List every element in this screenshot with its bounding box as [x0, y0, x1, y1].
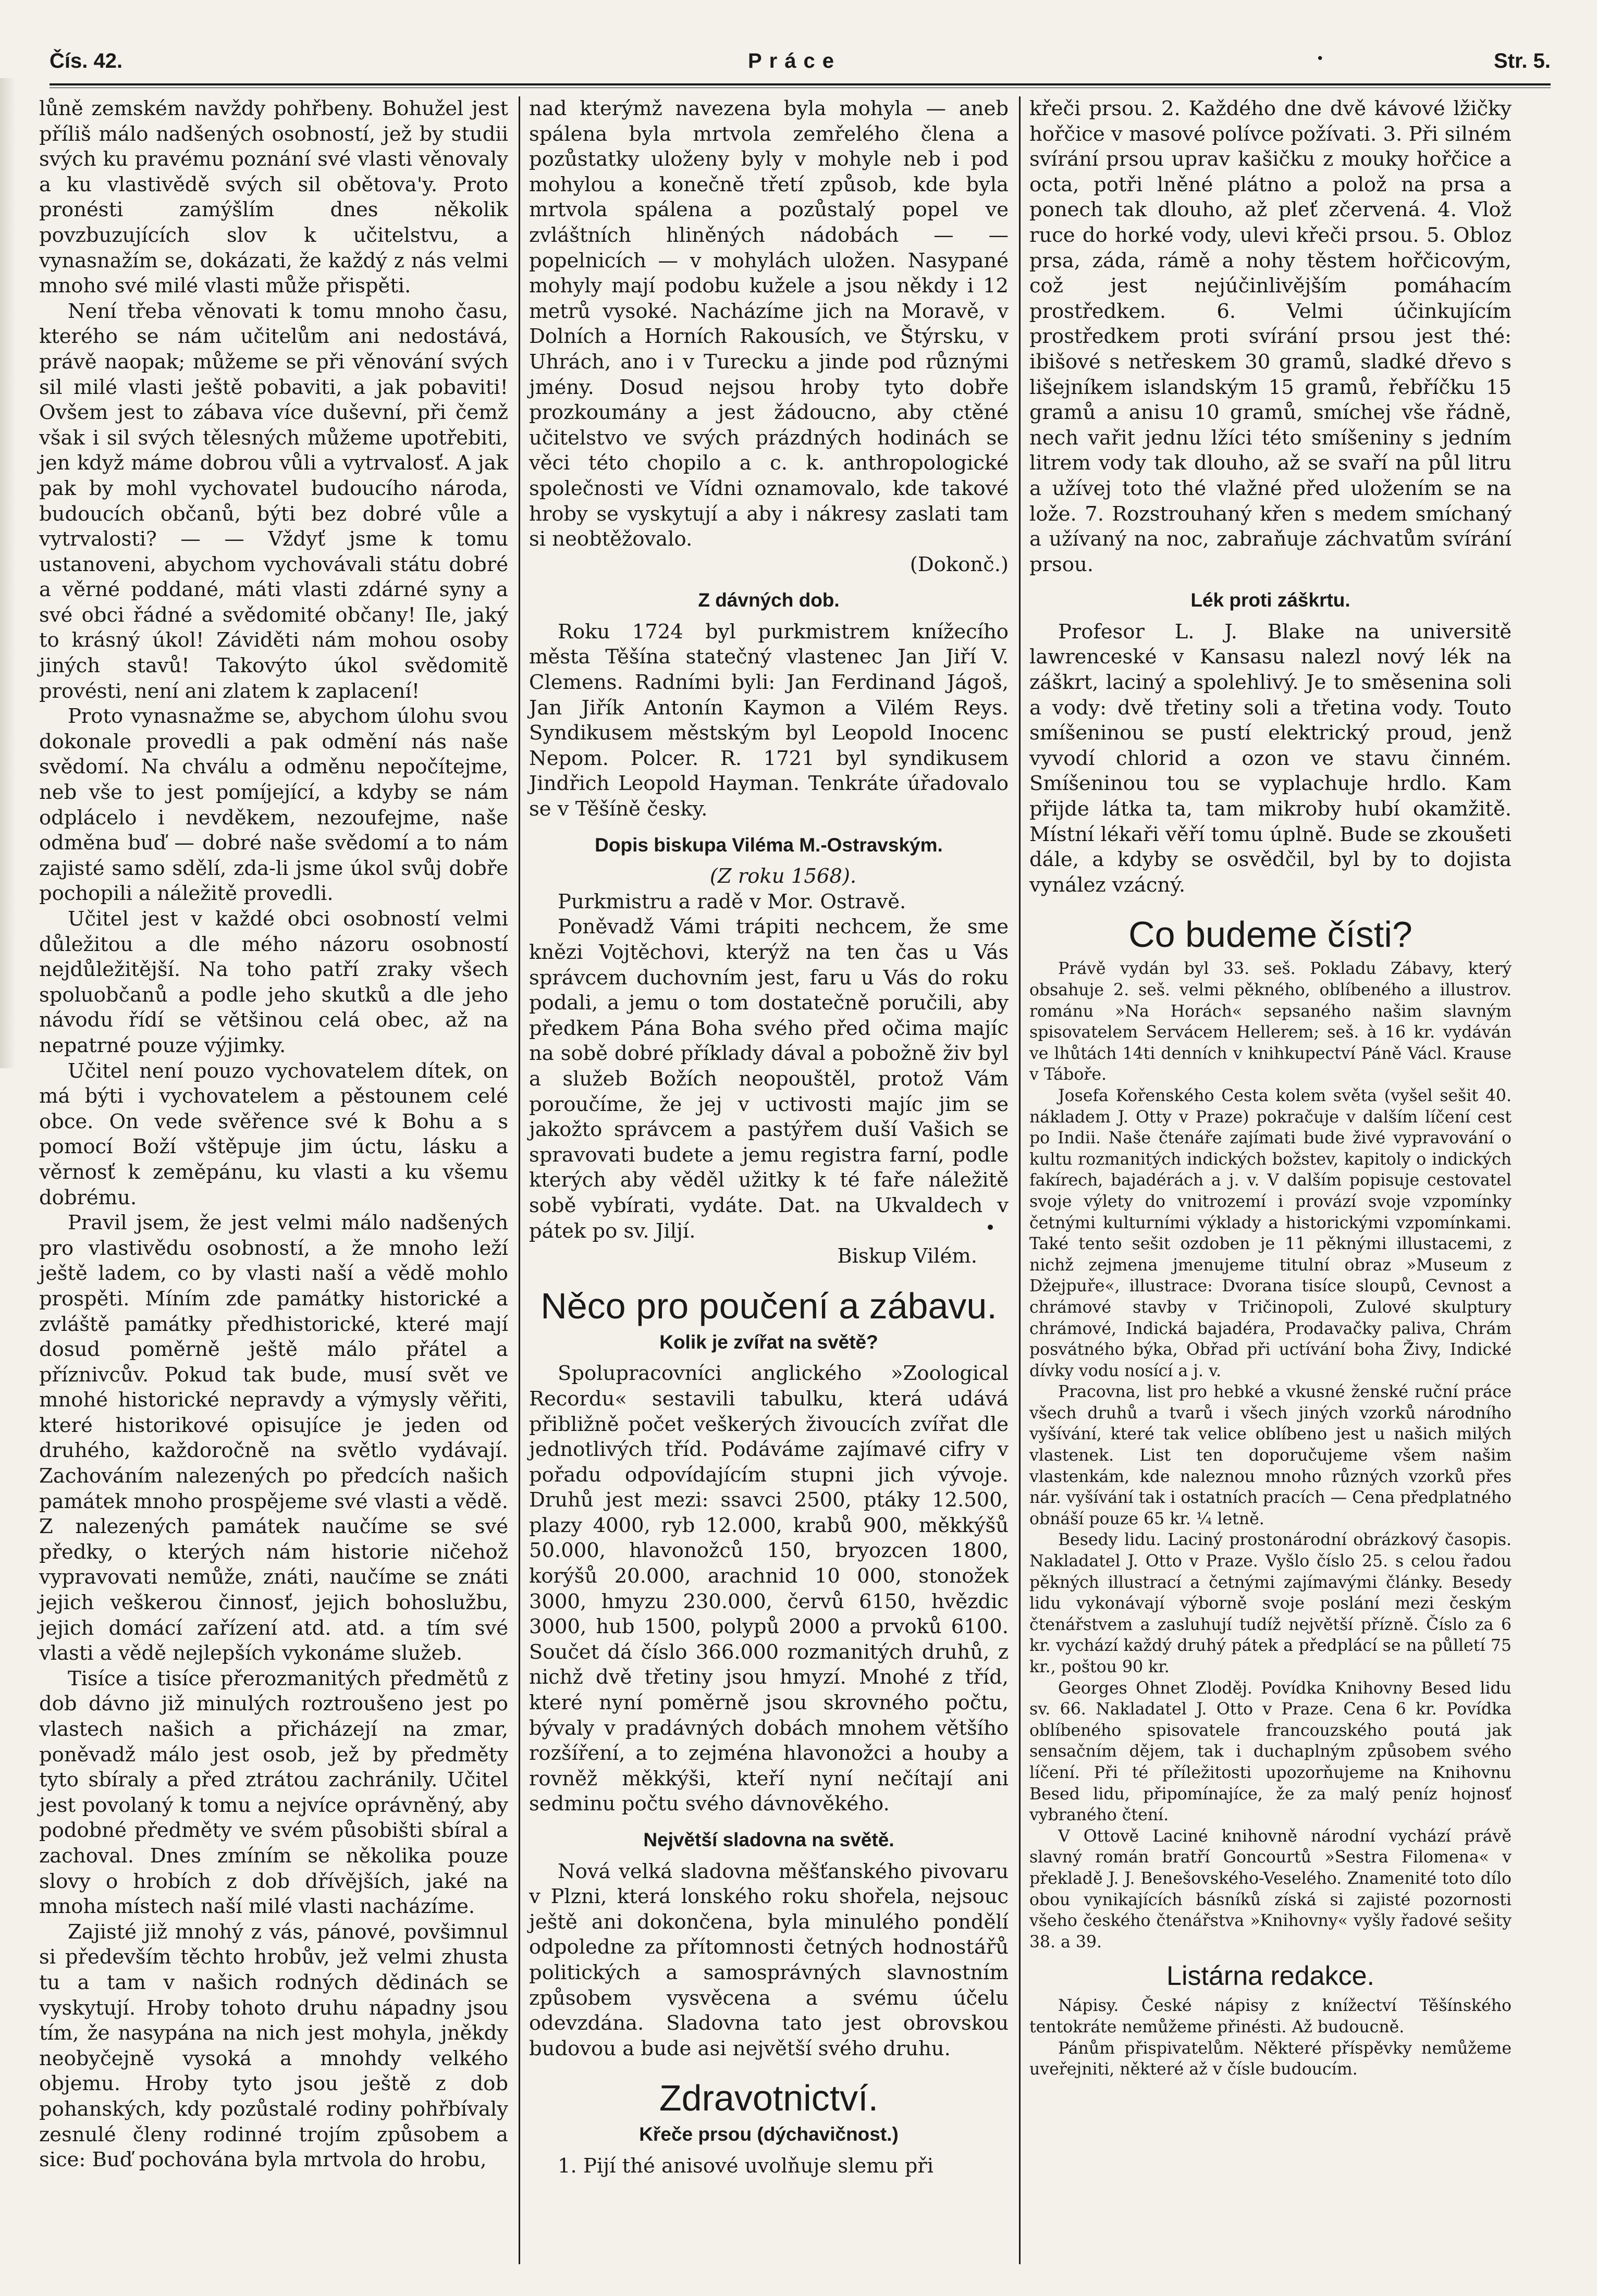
paragraph: Profesor L. J. Blake na universitě lawrenceské v Kansasu nalezl nový lék na záškrt, laciný a spolehlivý. Je to směsenina soli a vody: dvě třetiny soli a třetina vody. Touto smíšeninou se pustí elektrický proud, jenž vyvodí chlorid a ozon ve stavu činném. Smíšeninou tou se vyplachuje hrdlo. Kam přijde látka ta, tam mikroby hubí okamžitě. Místní lékaři věří tomu úplně. Bude se zkoušeti dále, a kdyby se osvědčil, byl by to dojista vynález vzácný.: [1029, 620, 1512, 897]
print-speck: [988, 1225, 993, 1230]
paragraph: Právě vydán byl 33. seš. Pokladu Zábavy, který obsahuje 2. seš. velmi pěkného, oblíbeného a illustrov. románu »Na Horách« sepsaného našim slavným spisovatelem Servácem Hellerem; seš. à 16 kr. vydáván ve lhůtách 14ti denních v knihkupectví Páně Václ. Krause v Táboře.: [1029, 959, 1512, 1084]
continuation-note: (Dokonč.): [910, 552, 1009, 576]
paragraph: lůně zemském navždy pohřbeny. Bohužel jest příliš málo nadšených osobností, jež by studii svých ku pravému poznání své vlasti věnovaly a ku vlastivědě svých sil obětova'y. Proto pronésti zamýšlím dnes několik povzbuzujících slov k učitelstvu, a vynasnažím se, dokázati, že každý z nás velmi mnoho své milé vlasti může přispěti.: [39, 97, 508, 298]
article-heading: Největší sladovna na světě.: [643, 1829, 894, 1850]
column-3: [1029, 96, 1512, 2080]
paragraph: Josefa Kořenského Cesta kolem světa (vyšel sešit 40. nákladem J. Otty v Praze) pokračuje v dalším líčení cest po Indii. Naše čtenáře zajímati bude živé vypravování o kultu rozmanitých indických božstev, kapitoly o indických fakírech, bajadérách a j. v. V dalším popisuje cestovatel svoje výlety do vnitrozemí i provází svoje vzpomínky četnými kulturními výklady a historickými vzpomínkami. Také tento sešit ozdoben je 11 pěknými illustacemi, z nichž zejmena jmenujeme titulní obraz »Museum z Džejpuře«, illustrace: Dvorana tisíce sloupů, Cevnost a chrámové stavby v Tričinopoli, Zulové skulptury chrámové, Indická bajadéra, Prodavačky paliva, Chrám posvátného býka, Obřad při uctívání boha Živy, Indické dívky vodu nosící a j. v.: [1029, 1086, 1512, 1380]
column-1: [39, 96, 508, 2173]
paragraph: křeči prsou. 2. Každého dne dvě kávové lžičky hořčice v masové polívce požívati. 3. Při silném svírání prsou uprav kašičku z mouky hořčice a octa, potři lněné plátno a polož na prsa a ponech tak dlouho, až pleť zčervená. 4. Vlož ruce do horké vody, ulevi křeči prsou. 5. Obloz prsa, záda, rámě a nohy těstem hořčicovým, což jest nejúčinlivějším pomáhacím prostředkem. 6. Velmi účinkujícím prostředkem proti svírání prsou jest thé: ibišové s netřeskem 30 gramů, sladké dřevo s lišejníkem islandským 15 gramů, řebříčku 15 gramů a anisu 10 gramů, smíchej vše řádně, nech vařit jednu lžíci této smíšeniny s jedním litrem vody tak dlouho, až se svaří na půl litru a užívej toto thé vlažné před uložením se na lože. 7. Rozstrouhaný křen s medem smíchaný a užívaný na noc, zabraňuje záchvatům svírání prsou.: [1029, 97, 1512, 576]
article-subheading: (Z roku 1568).: [709, 865, 857, 888]
article-heading: Kolik je zvířat na světě?: [659, 1331, 878, 1353]
page-edge-shadow: [0, 78, 16, 1068]
paragraph: Tisíce a tisíce přerozmanitých předmětů z dob dávno již minulých roztroušeno jest po vlastech našich a přicházejí na zmar, poněvadž málo jest osob, jež by předměty tyto sbíraly a před ztrátou zachránily. Učitel jest povolaný k tomu a nejvíce oprávněný, aby podobné předměty ve svém působišti sbíral a zachoval. Dnes zmíním se několika pouze slovy o hrobích z dob dřívějších, jaké na mnoha místech naší milé vlasti nacházíme.: [39, 1667, 508, 1919]
paragraph: Pravil jsem, že jest velmi málo nadšených pro vlastivědu osobností, a že mnoho leží ještě ladem, co by vlasti naší a vědě mohlo prospěti. Míním zde památky historické a zvláště památky předhistorické, které mají dosud poměrně ještě málo přátel a příznivcův. Pokud tak bude, musí svět ve mnohé historické nepravdy a výmysly věřiti, které historikové opisujíce je jeden od druhého, každoročně na světlo vydávají. Zachováním nalezených po předcích našich památek mnoho prospějeme své vlasti a vědě. Z nalezených památek naučíme se své předky, o kterých nám historie ničehož vypravovati nemůže, znáti, naučíme se znáti jejich veškerou činnosť, jejich bohoslužbu, jejich domácí zařízení atd. atd. a tím své vlasti a vědě nejlepších vykonáme služeb.: [39, 1211, 508, 1665]
page-number: Str. 5.: [1494, 50, 1551, 72]
header-dot: •: [1316, 51, 1324, 67]
paragraph: Zajisté již mnohý z vás, pánové, povšimnul si především těchto hrobův, jež velmi zhusta tu a tam v našich rodných dědinách se vyskytují. Hroby tohoto druhu nápadny jsou tím, že nasypána na nich jest mohyla, jněkdy neobyčejně vysoká a mnohdy velkého objemu. Hroby tyto jsou ještě z dob pohanských, kdy pozůstalé rodiny pohřbívaly zesnulé členy rodinné trojím způsobem a sice: Buď pochována byla mrtvola do hrobu,: [39, 1920, 508, 2172]
section-heading: Listárna redakce.: [1166, 1961, 1374, 1992]
section-heading: Něco pro poučení a zábavu.: [540, 1285, 997, 1326]
column-2: [529, 96, 1009, 2179]
paragraph: nad kterýmž navezena byla mohyla — aneb spálena byla mrtvola zemřelého člena a pozůstatky uloženy byly v mohyle neb i pod mohylou a konečně třetí způsob, kde byla mrtvola spálena a pozůstalý popel ve zvláštních hliněných nádobách — — popelnicích — v mohylách uložen. Nasypané mohyly mají podobu kužele a jsou někdy i 12 metrů vysoké. Nacházíme jich na Moravě, v Dolních a Horních Rakousích, ve Štýrsku, v Uhrách, ano i v Turecku a jinde pod různými jmény. Dosud nejsou hroby tyto dobře prozkoumány a jest žádoucno, aby ctěné učitelstvo ve svých prázdných hodinách se věci této chopilo a c. k. anthropologické společnosti ve Vídni oznamovalo, kde takové hroby se vyskytují a aby i nákresy zaslati tam si neobtěžovalo.: [529, 97, 1009, 551]
paragraph: Nová velká sladovna měšťanského pivovaru v Plzni, která lonského roku shořela, nejsouc ještě ani dokončena, byla minulého pondělí odpoledne za přítomnosti četných hodnostářů politických a samosprávných slavnostním způsobem vysvěcena a svému účelu odevzdána. Sladovna tato jest obrovskou budovou a bude asi největší svého druhu.: [529, 1859, 1009, 2060]
paragraph: Pánům přispivatelům. Některé příspěvky nemůžeme uveřejniti, některé až v čísle budoucím.: [1029, 2039, 1512, 2079]
article-heading: Lék proti záškrtu.: [1190, 589, 1350, 611]
article-heading: Dopis biskupa Viléma M.-Ostravským.: [595, 834, 943, 856]
section-heading: Co budeme čísti?: [1128, 914, 1412, 955]
paragraph: Učitel není pouzo vychovatelem dítek, on má býti i vychovatelem a pěstounem celé obce. On vede svěřence své k Bohu a s pomocí Boží vštěpuje jim úctu, lásku a věrnosť k zeměpánu, ku vlasti a ku všemu dobrému.: [39, 1059, 508, 1209]
section-heading: Zdravotnictví.: [659, 2078, 879, 2119]
page-header: [50, 50, 1551, 81]
article-heading: Křeče prsou (dýchavičnost.): [639, 2124, 899, 2145]
header-rule: [50, 83, 1551, 85]
paragraph: Pracovna, list pro hebké a vkusné ženské ruční práce všech druhů a tvarů i všech jiných vzorků národního vyšívání, které tak velice oblíbeno jest u našich milých vlastenek. List ten doporučujeme všem našim vlastenkám, kde naleznou mnoho různých vzorků přes nár. vyšívání tak i ostatních pracích — Cena předplatného obnáší pouze 65 kr. ¼ letně.: [1029, 1382, 1512, 1528]
paragraph: Georges Ohnet Zloděj. Povídka Knihovny Besed lidu sv. 66. Nakladatel J. Otto v Praze. Cena 6 kr. Povídka oblíbeného spisovatele francouzského poutá jak sensačním dějem, tak i duchaplným způsobem svého líčení. Při té příležitosti upozorňujeme na Knihovnu Besed lidu, připomínajíce, že za malý peníz hojnosť vybraného čtení.: [1029, 1678, 1512, 1825]
issue-number: Čís. 42.: [50, 50, 123, 72]
column-divider-2: [1019, 96, 1021, 2264]
newspaper-title: Práce: [748, 50, 841, 72]
paragraph: Spolupracovníci anglického »Zoological Recordu« sestavili tabulku, která udává přibližně počet veškerých živoucích zvířat dle jednotlivých tříd. Podáváme zajímavé cifry v pořadu odpovídajícím stupni jich vývoje. Druhů jest mezi: ssavci 2500, ptáky 12.500, plazy 4000, ryb 12.000, krabů 900, měkkýšů 50.000, hlavonožců 150, bryozcen 1800, korýšů 20.000, arachnid 10 000, stonožek 3000, hmyzu 230.000, červů 6150, hvězdic 3000, hub 1500, polypů 2000 a prvoků 6100. Součet dá číslo 366.000 rozmanitých druhů, z nichž dvě třetiny jsou hmyzí. Mnohé z tříd, které nyní poměrně jsou skrovného počtu, bývaly v pradávných dobách mnohem většího rozšíření, a to zejména hlavonožci a houby a rovněž měkkýši, kteří nyní nečítají ani sedminu počtu svého dávnověkého.: [529, 1362, 1009, 1816]
paragraph: Učitel jest v každé obci osobností velmi důležitou a dle mého názoru osobností nejdůležitější. Na toho patří zraky všech spoluobčanů a podle jeho skutků a dle jeho návodu řídí se většinou celá obec, až na nepatrné pouze výjimky.: [39, 907, 508, 1057]
article-heading: Z dávných dob.: [698, 589, 840, 611]
paragraph: V Ottově Laciné knihovně národní vychází právě slavný román bratří Goncourtů »Sestra Filomena« v překladě J. J. Benešovského-Veselého. Znamenité toto dílo obou vynikajících básníků získá si zajisté pozornosti všeho českého čtenářstva »Knihovny« vyšly řadové sešity 38. a 39.: [1029, 1826, 1512, 1952]
paragraph: Purkmistru a radě v Mor. Ostravě.: [558, 890, 906, 914]
signature: Biskup Vilém.: [837, 1244, 977, 1268]
paragraph: Roku 1724 byl purkmistrem knížecího města Těšína statečný vlastenec Jan Jiří V. Clemens. Radními byli: Jan Ferdinand Jágoš, Jan Jiřík Antonín Kaymon a Vilém Reys. Syndikusem městským byl Leopold Inocenc Nepom. Polcer. R. 1721 byl syndikusem Jindřich Leopold Hayman. Tenkráte úřadovalo se v Těšíně česky.: [529, 620, 1009, 821]
paragraph: 1. Pijí thé anisové uvolňuje slemu při: [558, 2154, 934, 2178]
column-divider-1: [519, 96, 520, 2264]
paragraph: Besedy lidu. Laciný prostonárodní obrázkový časopis. Nakladatel J. Otto v Praze. Vyšlo číslo 25. s celou řadou pěkných illustrací a četnými zajímavými články. Besedy lidu vykonávají výborně svoje poslání mezi českým čtenářstvem a zasluhují tudíž největší přízně. Číslo za 6 kr. vychází každý druhý pátek a předplácí se na půlletí 75 kr., poštou 90 kr.: [1029, 1530, 1512, 1676]
paragraph: Proto vynasnažme se, abychom úlohu svou dokonale provedli a pak odmění nás naše svědomí. Na chválu a odměnu nepočítejme, neb vše to jest pomíjející, a kdyby se nám odplácelo i nevděkem, nezoufejme, naše odměna buď — dobré naše svědomí a to nám zajisté samo sdělí, zda-li jsme úkol svůj dobře pochopili a náležitě provedli.: [39, 705, 508, 906]
paragraph: Poněvadž Vámi trápiti nechcem, že sme knězi Vojtěchovi, kterýž na ten čas u Vás správcem duchovním jest, faru u Vás do roku podali, a jemu o tom dostatečně poručili, aby předkem Pána Boha svého před očima majíc na sobě dobré příklady dával a pobožně živ byl a služeb Božích neopouštěl, protož Vám poroučíme, že jej v uctivosti majíc jim se jakožto správcem a pastýřem duší Vašich se spravovati budete a jemu registra farní, podle kterých aby věděl užitky k té faře náležitě sobě vybírati, vydáte. Dat. na Ukvaldech v pátek po sv. Jiljí.: [529, 915, 1009, 1243]
paragraph: Není třeba věnovati k tomu mnoho času, kterého se nám učitelům ani nedostává, právě naopak; můžeme se při věnování svých sil milé vlasti ještě pobaviti, a jak pobaviti! Ovšem jest to zábava více duševní, při čemž však i sil svých tělesných můžeme upotřebiti, jen když máme dobrou vůli a vytrvalosť. A jak pak by mohl vychovatel budoucího národa, budoucích občanů, býti bez dobré vůle a vytrvalosti? — — Vždyť jsme k tomu ustanoveni, abychom vychovávali státu dobré a věrné poddané, máti vlasti zdárné syny a své obci řádné a svědomité občany! Ile, jaký to krásný úkol! Záviděti nám mohou osoby jiných stavů! Takovýto úkol svědomitě provésti, není ani zlatem k zaplacení!: [39, 299, 508, 703]
paragraph: Nápisy. České nápisy z knížectví Těšínského tentokráte nemůžeme přinésti. Až budoucně.: [1029, 1996, 1512, 2036]
